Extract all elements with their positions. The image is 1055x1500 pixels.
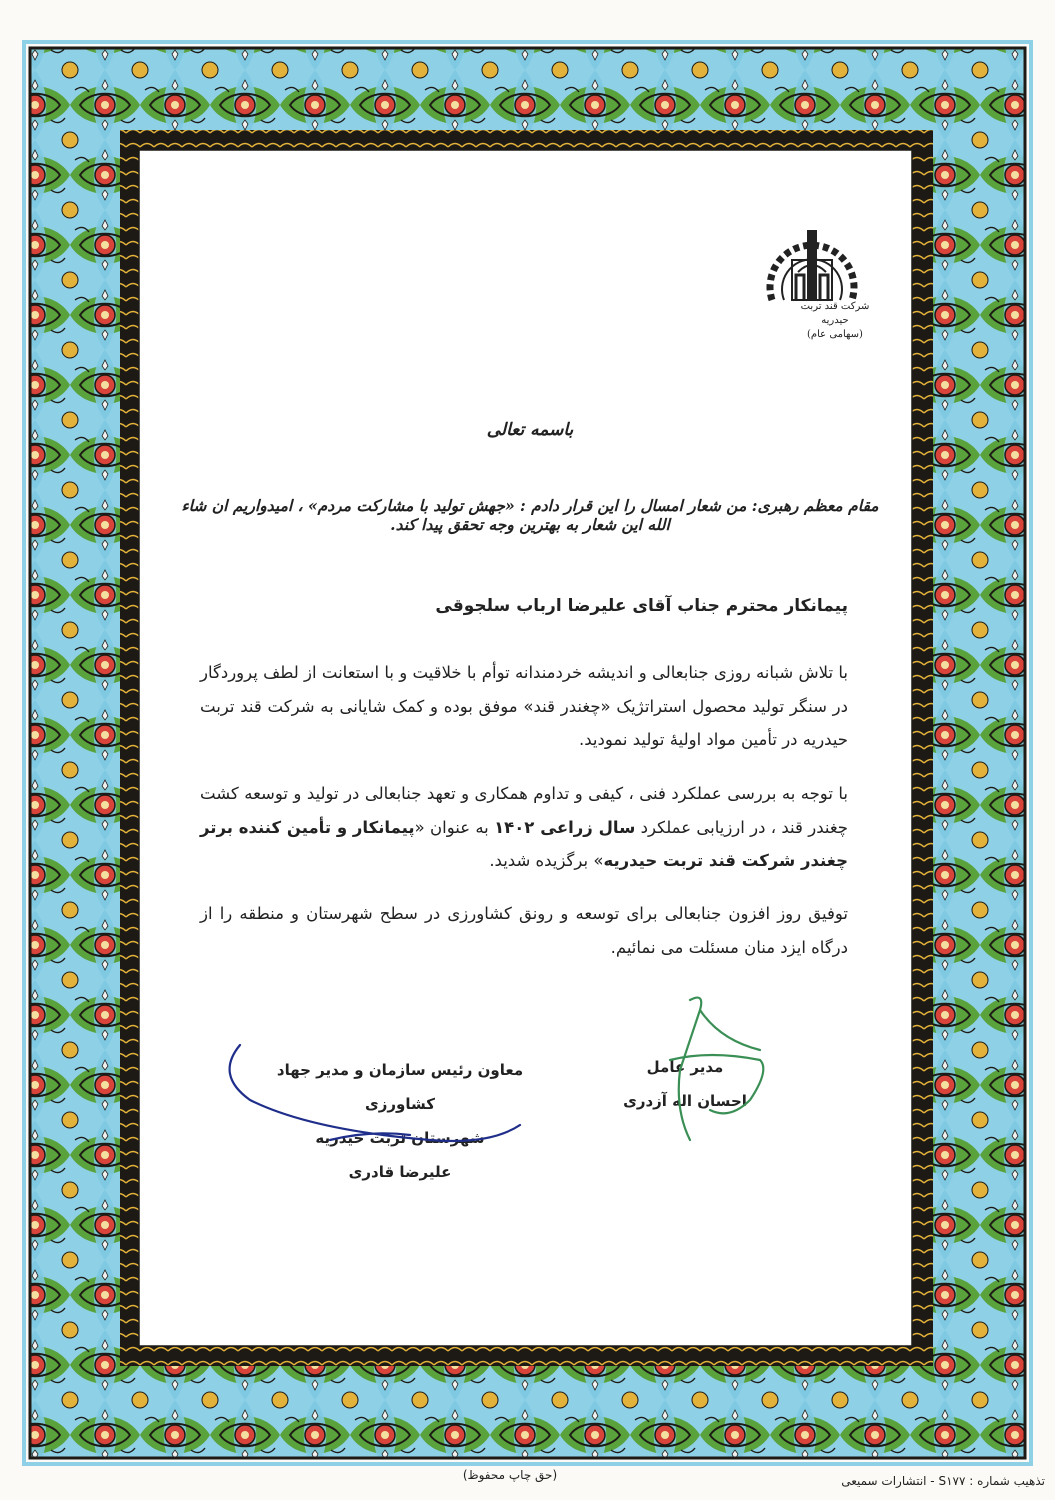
company-logo xyxy=(762,220,862,310)
ceo-signature xyxy=(630,990,770,1150)
agri-name: علیرضا قادری xyxy=(348,1163,452,1181)
p2-text-e: » برگزیده شدید. xyxy=(489,851,604,870)
p2-text-c: به عنوان « xyxy=(414,817,495,837)
publisher-note: تذهیب شماره : S۱۷۷ - انتشارات سمیعی xyxy=(841,1474,1045,1488)
body-paragraph-2 xyxy=(200,777,848,878)
p2-text-a: با توجه به بررسی عملکرد فنی ، کیفی و تداوم همکاری و تعهد جنابعالی در تولید و توسعه کشت چغندر قند ، در ارزیابی عملکرد xyxy=(200,784,848,837)
agri-title: معاون رئیس سازمان و مدیر جهاد کشاورزی xyxy=(276,1061,524,1113)
company-logo-caption xyxy=(795,300,875,342)
ceo-name: احسان اله آزدری xyxy=(623,1092,747,1110)
body-paragraph-1: با تلاش شبانه روزی جنابعالی و اندیشه خردمندانه توأم با خلاقیت و با استعانت از لطف پروردگار در سنگر تولید محصول استراتژیک «چغندر قند» موفق بوده و کمک شایانی به شرکت قند تربت حیدریه در تأمین مواد اولیهٔ تولید نمودید. xyxy=(200,663,848,749)
agriculture-signature xyxy=(210,1040,530,1150)
copyright-notice: (حق چاپ محفوظ) xyxy=(462,1468,558,1482)
company-type: (سهامی عام) xyxy=(807,329,863,340)
basmala: باسمه تعالی xyxy=(486,420,574,440)
ceo-title: مدیر عامل xyxy=(646,1058,724,1076)
agri-subtitle: شهرستان تربت حیدریه xyxy=(315,1129,485,1147)
recipient-salutation: پیمانکار محترم جناب آقای علیرضا ارباب سلجوقی xyxy=(435,596,848,616)
p2-crop-year: سال زراعی ۱۴۰۲ xyxy=(494,817,636,837)
body-paragraph-3: توفیق روز افزون جنابعالی برای توسعه و رونق کشاورزی در سطح شهرستان و منطقه را از درگاه ایزد منان مسئلت می نمائیم. xyxy=(200,904,848,957)
p2-award-title: پیمانکار و تأمین کننده برتر چغندر شرکت قند تربت حیدریه xyxy=(200,817,848,870)
company-name: شرکت قند تربت حیدریه xyxy=(800,301,870,326)
leader-slogan: مقام معظم رهبری: من شعار امسال را این قرار دادم : «جهش تولید با مشارکت مردم» ، امیدواریم ان شاء الله این شعار به بهترین وجه تحقق پیدا کند. xyxy=(181,496,879,534)
